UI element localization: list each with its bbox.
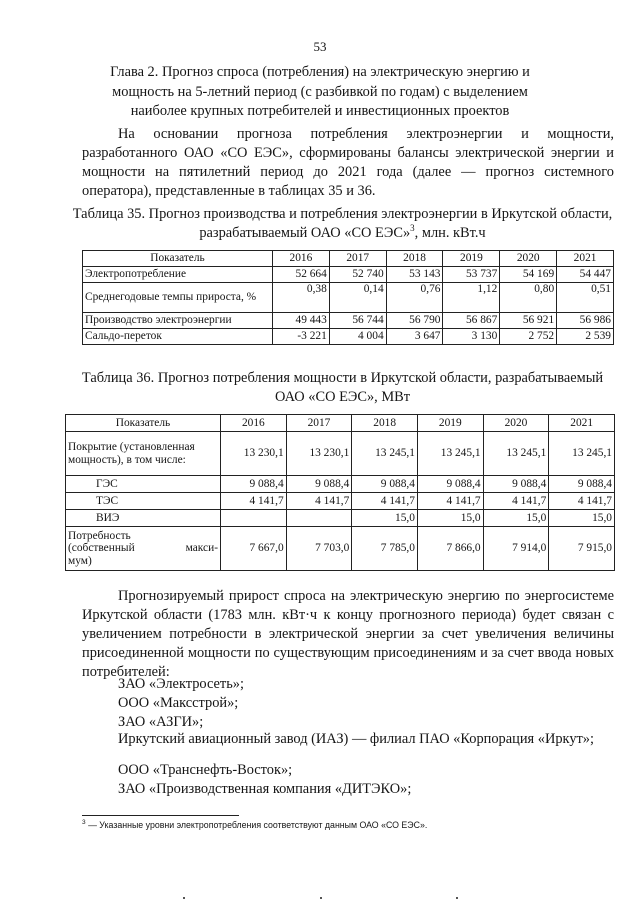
table-cell: 13 245,1 xyxy=(549,432,615,476)
table35-header-row xyxy=(83,251,614,267)
consumer-list-item: ЗАО «Электросеть»; xyxy=(118,676,244,692)
table-cell: 56 867 xyxy=(443,313,500,329)
table-cell: 4 141,7 xyxy=(417,493,483,510)
table-cell: 4 141,7 xyxy=(352,493,418,510)
table-cell: 9 088,4 xyxy=(483,476,549,493)
intro-paragraph: На основании прогноза потребления электроэнергии и мощности, разработанного ОАО «СО ЕЭС», сформированы балансы электрической энергии и мощности на пятилетний период до 2021 года (далее — прогноз системного оператора), представленные в таблицах 35 и 36. xyxy=(82,126,614,199)
table-cell: 13 245,1 xyxy=(417,432,483,476)
table-cell: 9 088,4 xyxy=(221,476,287,493)
table35-header: 2018 xyxy=(386,251,443,267)
table-cell: 0,76 xyxy=(386,283,443,313)
scan-artifact xyxy=(456,897,458,899)
table-cell: 0,14 xyxy=(329,283,386,313)
row-label-part: макси- xyxy=(185,542,218,555)
table-cell: 1,12 xyxy=(443,283,500,313)
footnote-divider xyxy=(82,815,239,816)
table-row-label: Сальдо-переток xyxy=(83,329,273,345)
table-cell: 7 785,0 xyxy=(352,527,418,571)
table-cell xyxy=(286,510,352,527)
table-cell: 54 447 xyxy=(557,267,614,283)
table-cell: 4 004 xyxy=(329,329,386,345)
table36-header: Показатель xyxy=(66,415,221,432)
table36-header: 2016 xyxy=(221,415,287,432)
table-cell: 9 088,4 xyxy=(352,476,418,493)
table-row xyxy=(66,476,615,493)
table-cell: 56 744 xyxy=(329,313,386,329)
table-row xyxy=(83,283,614,313)
consumer-list-item: ООО «Максстрой»; xyxy=(118,695,239,711)
table-cell: 7 866,0 xyxy=(417,527,483,571)
table-cell: 0,38 xyxy=(273,283,330,313)
page-number: 53 xyxy=(313,39,327,54)
table35-caption-main: Таблица 35. Прогноз производства и потребления электроэнергии в Иркутской области, разрабатываемый ОАО «СО ЕЭС» xyxy=(72,206,613,241)
table-cell: 13 230,1 xyxy=(286,432,352,476)
table-cell: 13 230,1 xyxy=(221,432,287,476)
table35-header: Показатель xyxy=(83,251,273,267)
row-label-line xyxy=(68,542,218,555)
footnote-ref: 3 xyxy=(410,223,415,234)
table36-header: 2018 xyxy=(352,415,418,432)
table-cell: 56 790 xyxy=(386,313,443,329)
table-cell: 3 130 xyxy=(443,329,500,345)
footnote-marker: 3 xyxy=(82,819,86,827)
table-cell: 52 740 xyxy=(329,267,386,283)
table-cell xyxy=(221,510,287,527)
table-cell: 53 143 xyxy=(386,267,443,283)
table35-header: 2021 xyxy=(557,251,614,267)
table-cell: 0,80 xyxy=(500,283,557,313)
scan-artifact xyxy=(183,897,185,899)
table-cell: 4 141,7 xyxy=(483,493,549,510)
table-cell: 9 088,4 xyxy=(549,476,615,493)
table36-header: 2020 xyxy=(483,415,549,432)
table-row xyxy=(83,329,614,345)
row-label-part: (собственный xyxy=(68,542,135,555)
table-cell: 56 986 xyxy=(557,313,614,329)
chapter-title: Глава 2. Прогноз спроса (потребления) на электрическую энергию и мощность на 5-летний период (с разбивкой по годам) с выделением наиболее крупных потребителей и инвестиционных проектов xyxy=(110,64,530,119)
table35-header: 2020 xyxy=(500,251,557,267)
table-cell: -3 221 xyxy=(273,329,330,345)
table36-header: 2021 xyxy=(549,415,615,432)
table36-header-row xyxy=(66,415,615,432)
table-cell: 53 737 xyxy=(443,267,500,283)
table35-header: 2019 xyxy=(443,251,500,267)
consumer-list-item: ООО «Транснефть-Восток»; xyxy=(118,762,293,778)
table-cell: 0,51 xyxy=(557,283,614,313)
table-cell: 54 169 xyxy=(500,267,557,283)
table-cell: 52 664 xyxy=(273,267,330,283)
table-cell: 2 752 xyxy=(500,329,557,345)
table36-caption: Таблица 36. Прогноз потребления мощности в Иркутской области, разрабатываемый ОАО «СО ЕЭС», МВт xyxy=(81,370,604,405)
table-row-label: ГЭС xyxy=(66,476,221,493)
table-cell: 4 141,7 xyxy=(549,493,615,510)
table-cell: 2 539 xyxy=(557,329,614,345)
table-cell: 4 141,7 xyxy=(286,493,352,510)
table-cell: 7 703,0 xyxy=(286,527,352,571)
table-cell: 56 921 xyxy=(500,313,557,329)
table-row-label: ВИЭ xyxy=(66,510,221,527)
growth-paragraph: Прогнозируемый прирост спроса на электрическую энергию по энергосистеме Иркутской области (1783 млн. кВт·ч к концу прогнозного периода) будет связан с увеличением потребности в электрической энергии за счет увеличения величины присоединенной мощности по существующим присоединениям и за счет ввода новых потребителей: xyxy=(82,588,614,680)
consumer-list-item: ЗАО «АЗГИ»; xyxy=(118,714,204,730)
table-row-label: Покрытие (установленная мощность), в том числе: xyxy=(66,432,221,476)
table-row-label: Среднегодовые темпы прироста, % xyxy=(83,283,273,313)
table-cell: 7 914,0 xyxy=(483,527,549,571)
row-label-line: мум) xyxy=(68,554,92,567)
table-cell: 3 647 xyxy=(386,329,443,345)
table-cell: 15,0 xyxy=(352,510,418,527)
table36-header: 2019 xyxy=(417,415,483,432)
footnote-text: — Указанные уровни электропотребления соответствуют данным ОАО «СО ЕЭС». xyxy=(85,820,428,830)
consumer-list-item: Иркутский авиационный завод (ИАЗ) — филиал ПАО «Корпорация «Иркут»; xyxy=(118,731,594,747)
table-row xyxy=(83,267,614,283)
table35 xyxy=(82,250,614,345)
table35-header: 2016 xyxy=(273,251,330,267)
table-row-label xyxy=(66,527,221,571)
table35-header: 2017 xyxy=(329,251,386,267)
table-row xyxy=(83,313,614,329)
table-row xyxy=(66,527,615,571)
table35-caption-units: , млн. кВт.ч xyxy=(414,225,486,241)
table-row-label: ТЭС xyxy=(66,493,221,510)
row-label-line: Потребность xyxy=(68,529,131,542)
footnote xyxy=(82,820,622,830)
table-row xyxy=(66,510,615,527)
scan-artifact xyxy=(320,897,322,899)
table-cell: 15,0 xyxy=(549,510,615,527)
table-row-label: Электропотребление xyxy=(83,267,273,283)
table-cell: 9 088,4 xyxy=(417,476,483,493)
table-row xyxy=(66,493,615,510)
consumer-list-item: ЗАО «Производственная компания «ДИТЭКО»; xyxy=(118,781,412,797)
table-cell: 15,0 xyxy=(483,510,549,527)
table-row-label: Производство электроэнергии xyxy=(83,313,273,329)
table-row xyxy=(66,432,615,476)
table-cell: 13 245,1 xyxy=(352,432,418,476)
table36-header: 2017 xyxy=(286,415,352,432)
table-cell: 49 443 xyxy=(273,313,330,329)
table-cell: 9 088,4 xyxy=(286,476,352,493)
table-cell: 13 245,1 xyxy=(483,432,549,476)
table-cell: 7 915,0 xyxy=(549,527,615,571)
table-cell: 4 141,7 xyxy=(221,493,287,510)
table36 xyxy=(65,414,615,571)
table-cell: 7 667,0 xyxy=(221,527,287,571)
table35-caption xyxy=(70,205,615,243)
table-cell: 15,0 xyxy=(417,510,483,527)
